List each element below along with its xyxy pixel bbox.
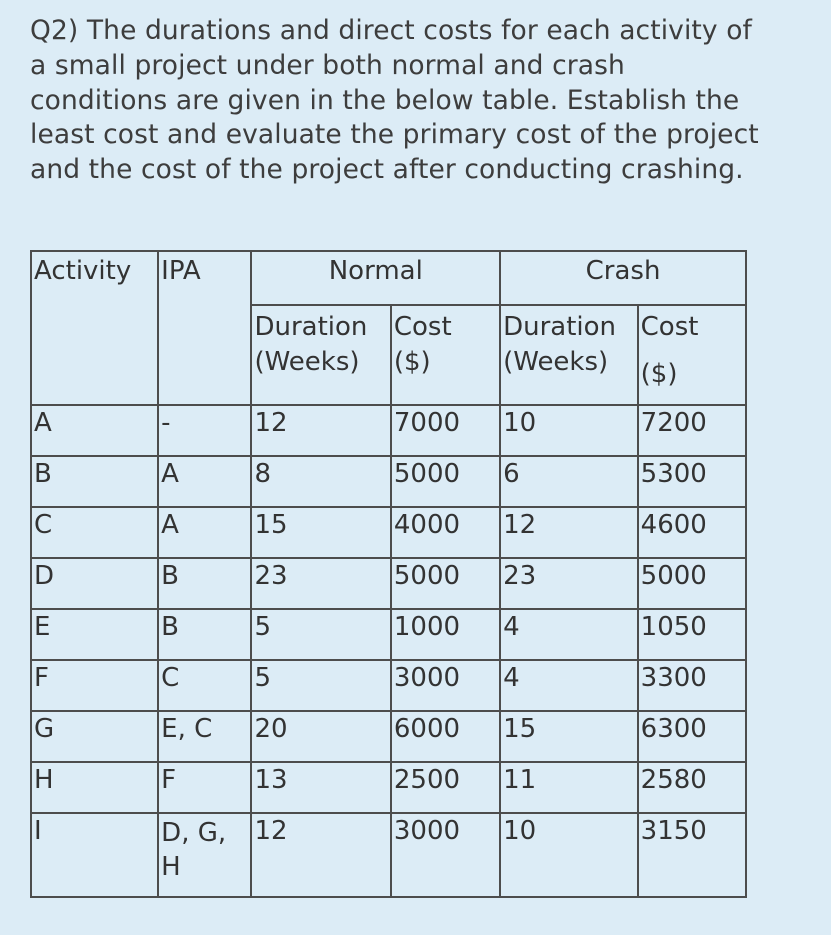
cell-crash-cost: 2580 xyxy=(638,762,746,813)
cell-crash-duration: 11 xyxy=(500,762,638,813)
cell-normal-duration: 12 xyxy=(251,813,390,897)
question-line: Q2) The durations and direct costs for each activity of xyxy=(30,15,752,46)
header-activity: Activity xyxy=(31,251,158,405)
cell-normal-cost: 5000 xyxy=(391,456,500,507)
cell-ipa: A xyxy=(158,507,251,558)
cell-crash-duration: 10 xyxy=(500,813,638,897)
cell-ipa: F xyxy=(158,762,251,813)
header-normal-duration-unit: (Weeks) xyxy=(254,347,360,377)
header-crash-cost-unit: ($) xyxy=(640,359,678,389)
header-ipa: IPA xyxy=(158,251,251,405)
cell-activity: H xyxy=(31,762,158,813)
cell-normal-cost: 4000 xyxy=(391,507,500,558)
cell-activity: I xyxy=(31,813,158,897)
table-row xyxy=(31,456,746,507)
cell-crash-cost: 6300 xyxy=(638,711,746,762)
cell-ipa: A xyxy=(158,456,251,507)
cell-crash-duration: 12 xyxy=(500,507,638,558)
cell-normal-cost: 5000 xyxy=(391,558,500,609)
cell-activity: D xyxy=(31,558,158,609)
cell-crash-cost: 5300 xyxy=(638,456,746,507)
cell-ipa: E, C xyxy=(158,711,251,762)
table-row xyxy=(31,660,746,711)
table-row xyxy=(31,558,746,609)
question-line: and the cost of the project after conducting crashing. xyxy=(30,154,744,186)
cell-crash-cost: 1050 xyxy=(638,609,746,660)
question-line: conditions are given in the below table. Establish the xyxy=(30,84,740,116)
header-normal: Normal xyxy=(251,251,500,305)
cell-activity: G xyxy=(31,711,158,762)
header-normal-cost-label: Cost xyxy=(393,312,452,342)
cell-crash-duration: 23 xyxy=(500,558,638,609)
cell-crash-duration: 15 xyxy=(500,711,638,762)
cell-crash-cost: 5000 xyxy=(638,558,746,609)
cell-normal-cost: 1000 xyxy=(391,609,500,660)
header-normal-cost xyxy=(391,305,500,405)
header-normal-duration-label: Duration xyxy=(254,312,368,342)
cell-normal-duration: 15 xyxy=(251,507,390,558)
cell-activity: A xyxy=(31,405,158,456)
header-crash-duration xyxy=(500,305,638,405)
cell-crash-duration: 6 xyxy=(500,456,638,507)
header-crash-cost xyxy=(638,305,746,405)
question-line: a small project under both normal and crash xyxy=(30,49,625,81)
header-crash: Crash xyxy=(500,251,746,305)
question-text xyxy=(30,14,810,188)
cell-ipa xyxy=(158,813,251,897)
cell-normal-duration: 20 xyxy=(251,711,390,762)
header-normal-cost-unit: ($) xyxy=(393,347,431,377)
cell-crash-cost: 3300 xyxy=(638,660,746,711)
cell-normal-duration: 13 xyxy=(251,762,390,813)
cell-normal-cost: 3000 xyxy=(391,660,500,711)
table-header-row xyxy=(31,251,746,305)
cell-crash-cost: 3150 xyxy=(638,813,746,897)
header-normal-duration xyxy=(251,305,390,405)
cell-normal-cost: 3000 xyxy=(391,813,500,897)
cell-ipa: B xyxy=(158,609,251,660)
cell-normal-duration: 12 xyxy=(251,405,390,456)
table-row xyxy=(31,711,746,762)
cell-normal-duration: 23 xyxy=(251,558,390,609)
cell-crash-duration: 10 xyxy=(500,405,638,456)
table-row xyxy=(31,609,746,660)
cell-ipa: - xyxy=(158,405,251,456)
cell-normal-cost: 6000 xyxy=(391,711,500,762)
cell-normal-cost: 2500 xyxy=(391,762,500,813)
table-row xyxy=(31,762,746,813)
cell-normal-duration: 8 xyxy=(251,456,390,507)
header-crash-cost-label: Cost xyxy=(640,312,699,342)
cell-ipa: B xyxy=(158,558,251,609)
cell-activity: F xyxy=(31,660,158,711)
table-row xyxy=(31,405,746,456)
cell-normal-duration: 5 xyxy=(251,660,390,711)
cell-ipa-line: H xyxy=(161,852,181,882)
cell-activity: E xyxy=(31,609,158,660)
cell-crash-cost: 7200 xyxy=(638,405,746,456)
question-line: least cost and evaluate the primary cost of the project xyxy=(30,119,759,151)
table-row xyxy=(31,507,746,558)
header-crash-duration-label: Duration xyxy=(503,312,617,342)
cell-crash-duration: 4 xyxy=(500,609,638,660)
table-row xyxy=(31,813,746,897)
cell-normal-cost: 7000 xyxy=(391,405,500,456)
cell-activity: B xyxy=(31,456,158,507)
activity-table xyxy=(30,250,747,898)
cell-ipa-line: D, G, xyxy=(161,818,227,848)
header-crash-duration-unit: (Weeks) xyxy=(503,347,609,377)
cell-activity: C xyxy=(31,507,158,558)
cell-ipa: C xyxy=(158,660,251,711)
cell-crash-cost: 4600 xyxy=(638,507,746,558)
cell-normal-duration: 5 xyxy=(251,609,390,660)
cell-crash-duration: 4 xyxy=(500,660,638,711)
